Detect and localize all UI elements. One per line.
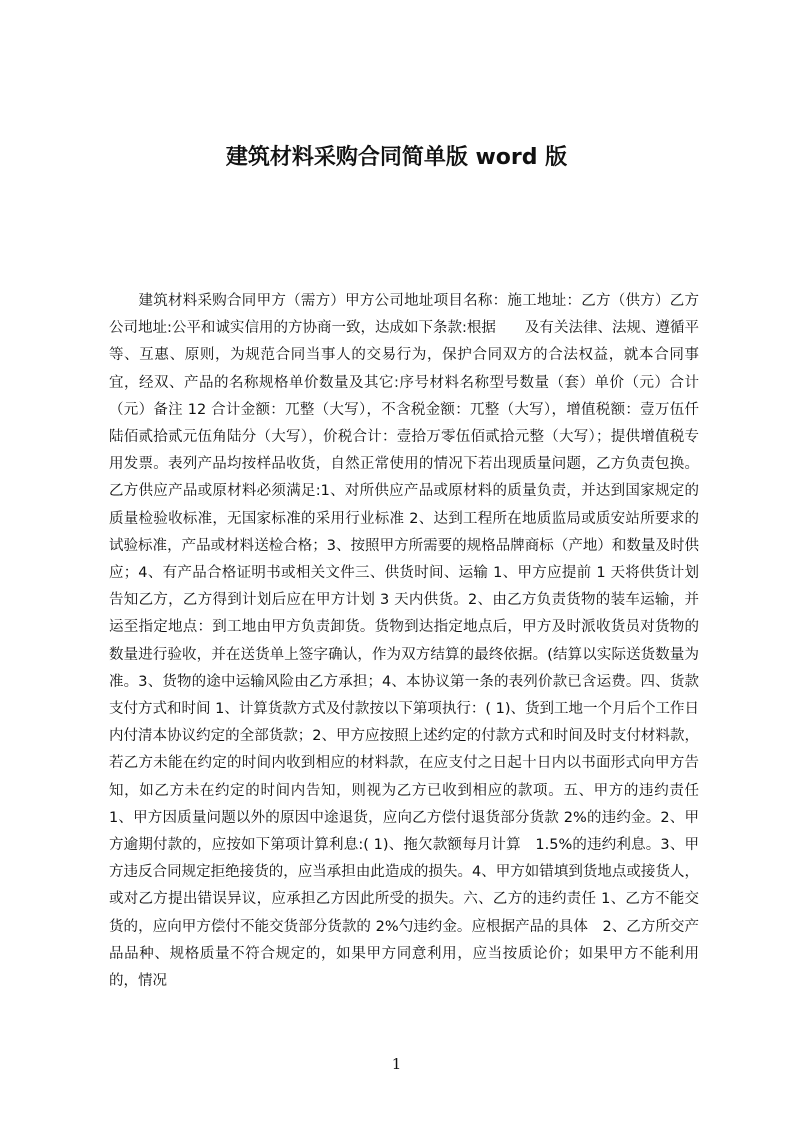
document-title: 建筑材料采购合同简单版 word 版 — [225, 145, 568, 170]
page-number: 1 — [391, 1055, 402, 1073]
document-body-paragraph: 建筑材料采购合同甲方（需方）甲方公司地址项目名称：施工地址：乙方（供方）乙方公司地址:公平和诚实信用的方协商一致，达成如下条款:根据 及有关法律、法规、遵循平等、互惠、原则，为规范合同当事人的交易行为，保护合同双方的合法权益，就本合同事宜，经双、产品的名称规格单价数量及其它:序号材料名称型号数量（套）单价（元）合计（元）备注 12 合计金额：兀整（大写），不含税金额：兀整（大写），增值税额：壹万伍仟陆佰贰拾贰元伍角陆分（大写），价税合计：壹拾万零伍佰贰拾元整（大写）；提供增值税专用发票。表列产品均按样品收货，自然正常使用的情况下若出现质量问题，乙方负责包换。乙方供应产品或原材料必须满足:1、对所供应产品或原材料的质量负责，并达到国家规定的质量检验收标准，无国家标准的采用行业标准 2、达到工程所在地质监局或质安站所要求的试验标准，产品或材料送检合格；3、按照甲方所需要的规格品牌商标（产地）和数量及时供应；4、有产品合格证明书或相关文件三、供货时间、运输 1、甲方应提前 1 天将供货计划告知乙方，乙方得到计划后应在甲方计划 3 天内供货。2、由乙方负责货物的装车运输，并运至指定地点：到工地由甲方负责卸货。货物到达指定地点后，甲方及时派收货员对货物的数量进行验收，并在送货单上签字确认，作为双方结算的最终依据。(结算以实际送货数量为准。3、货物的途中运输风险由乙方承担；4、本协议第一条的表列价款已含运费。四、货款支付方式和时间 1、计算货款方式及付款按以下第项执行：( 1)、货到工地一个月后个工作日内付清本协议约定的全部货款；2、甲方应按照上述约定的付款方式和时间及时支付材料款，若乙方未能在约定的时间内收到相应的材料款，在应支付之日起十日内以书面形式向甲方告知，如乙方未在约定的时间内告知，则视为乙方已收到相应的款项。五、甲方的违约责任 1、甲方因质量问题以外的原因中途退货，应向乙方偿付退货部分货款 2%的违约金。2、甲方逾期付款的，应按如下第项计算利息:( 1)、拖欠款额每月计算 1.5%的违约利息。3、甲方违反合同规定拒绝接货的，应当承担由此造成的损失。4、甲方如错填到货地点或接货人，或对乙方提出错误异议，应承担乙方因此所受的损失。六、乙方的违约责任 1、乙方不能交货的，应向甲方偿付不能交货部分货款的 2%勺违约金。应根据产品的具体 2、乙方所交产品品种、规格质量不符合规定的，如果甲方同意利用，应当按质论价；如果甲方不能利用的，情况 — [109, 293, 699, 990]
